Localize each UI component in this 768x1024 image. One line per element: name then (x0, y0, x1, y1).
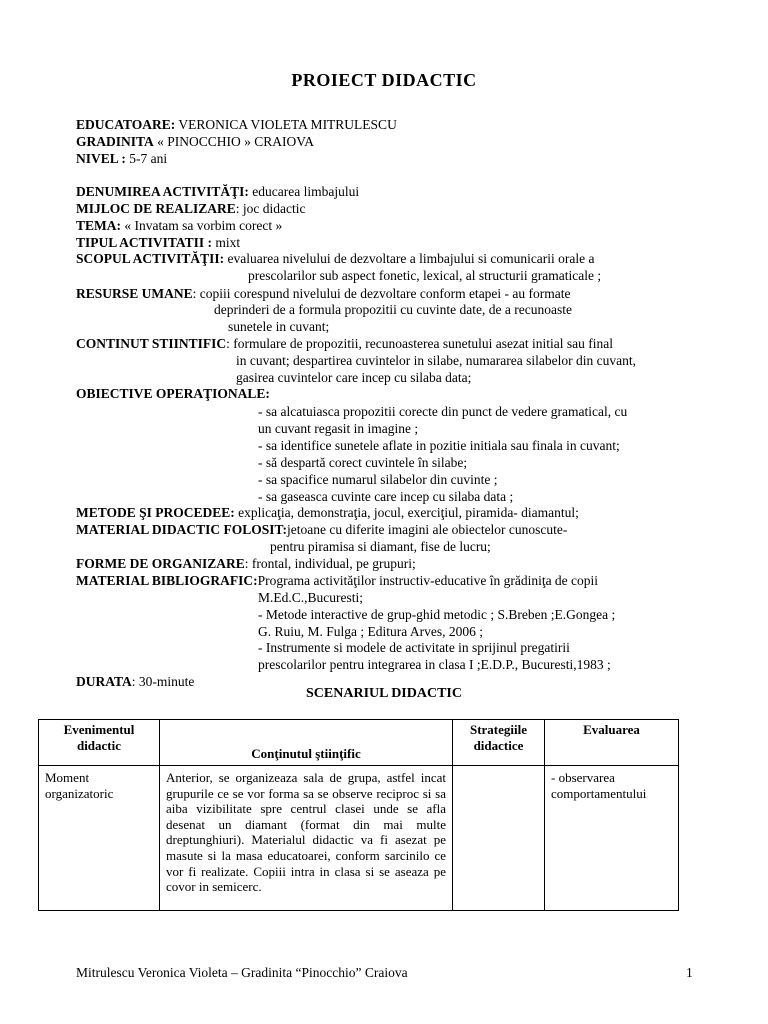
continut-line (76, 336, 613, 352)
table-row (39, 766, 679, 911)
obiective-item: un cuvant regasit in imagine ; (258, 421, 419, 436)
table-header-row (39, 720, 679, 766)
bibliografic-item: G. Ruiu, M. Fulga ; Editura Arves, 2006 ; (258, 624, 483, 639)
page-title: PROIECT DIDACTIC (291, 70, 477, 90)
bibliografic-line (76, 573, 598, 589)
scenario-table (38, 719, 679, 911)
durata-label: DURATA (76, 674, 132, 689)
page-number: 1 (686, 965, 693, 980)
header-evaluation: Evaluarea (545, 720, 679, 766)
tipul-label: TIPUL ACTIVITATII : (76, 235, 213, 250)
obiective-item: - sa spacifice numarul silabelor din cuvinte ; (258, 472, 498, 487)
denumirea-label: DENUMIREA ACTIVITĂŢI: (76, 184, 249, 199)
material-didactic-label: MATERIAL DIDACTIC FOLOSIT: (76, 522, 288, 537)
bibliografic-item: Programa activităţilor instructiv-educative în grădiniţa de copii (257, 573, 599, 588)
tipul-line (76, 235, 240, 251)
forme-line (76, 556, 416, 572)
scopul-line (76, 251, 595, 267)
obiective-item: - sa identifice sunetele aflate in pozitie initiala sau finala in cuvant; (258, 438, 620, 453)
mijloc-line (76, 201, 306, 217)
forme-value: : frontal, individual, pe grupuri; (244, 556, 416, 571)
bibliografic-item: M.Ed.C.,Bucuresti; (258, 590, 363, 605)
material-didactic-value-2: pentru piramisa si diamant, fise de lucru; (270, 539, 491, 554)
obiective-item: - să despartă corect cuvintele în silabe; (258, 455, 468, 470)
scenario-title: SCENARIUL DIDACTIC (306, 686, 462, 701)
continut-value-2: in cuvant; despartirea cuvintelor in silabe, numararea silabelor din cuvant, (236, 353, 636, 368)
bibliografic-item: prescolarilor pentru integrarea in clasa I ;E.D.P., Bucuresti,1983 ; (258, 657, 611, 672)
denumirea-value: educarea limbajului (248, 184, 360, 199)
scopul-value-2: prescolarilor sub aspect fonetic, lexical, al structurii gramaticale ; (248, 268, 602, 283)
cell-strategies (453, 766, 545, 911)
nivel-label: NIVEL : (76, 151, 126, 166)
metode-line (76, 505, 579, 521)
scopul-label: SCOPUL ACTIVITĂŢII: (76, 251, 225, 266)
nivel-value: 5-7 ani (125, 151, 168, 166)
metode-value: explicaţia, demonstraţia, jocul, exerciţiul, piramida- diamantul; (234, 505, 579, 520)
tema-line (76, 218, 282, 234)
cell-event: Moment organizatoric (39, 766, 160, 911)
gradinita-value: « PINOCCHIO » CRAIOVA (153, 134, 315, 149)
continut-value-3: gasirea cuvintelor care incep cu silaba data; (236, 370, 472, 385)
gradinita-line (76, 134, 314, 150)
denumirea-line (76, 184, 359, 200)
nivel-line (76, 151, 167, 167)
footer-text: Mitrulescu Veronica Violeta – Gradinita “Pinocchio” Craiova (76, 965, 408, 980)
header-event: Evenimentul didactic (39, 720, 160, 766)
scopul-value-1: evaluarea nivelului de dezvoltare a limbajului si comunicarii orale a (224, 251, 595, 266)
continut-label: CONTINUT STIINTIFIC (76, 336, 227, 351)
metode-label: METODE ŞI PROCEDEE: (76, 505, 235, 520)
resurse-line (76, 286, 571, 302)
resurse-value-2: deprinderi de a formula propozitii cu cuvinte date, de a recunoaste (214, 302, 572, 317)
resurse-label: RESURSE UMANE (76, 286, 193, 301)
tema-label: TEMA: (76, 218, 121, 233)
forme-label: FORME DE ORGANIZARE (76, 556, 245, 571)
bibliografic-item: - Metode interactive de grup-ghid metodic ; S.Breben ;E.Gongea ; (258, 607, 616, 622)
obiective-item: - sa gaseasca cuvinte care incep cu silaba data ; (258, 489, 514, 504)
material-didactic-value-1: jetoane cu diferite imagini ale obiectelor cunoscute- (287, 522, 568, 537)
header-strategies: Strategiile didactice (453, 720, 545, 766)
obiective-label: OBIECTIVE OPERAŢIONALE: (76, 386, 270, 401)
durata-value: : 30-minute (131, 674, 195, 689)
bibliografic-item: - Instrumente si modele de activitate in sprijinul pregatirii (258, 640, 570, 655)
cell-evaluation: - observarea comportamentului (545, 766, 679, 911)
bibliografic-label: MATERIAL BIBLIOGRAFIC: (76, 573, 258, 588)
continut-value-1: : formulare de propozitii, recunoasterea sunetului asezat initial sau final (226, 336, 614, 351)
educatoare-label: EDUCATOARE: (76, 117, 176, 132)
cell-content: Anterior, se organizeaza sala de grupa, astfel incat grupurile ce se vor forma sa se observe reciproc si sa aiba vizibilitate spre centrul clasei unde se afla desenat un diamant (format din mai multe dreptunghiuri). Materialul didactic va fi asezat pe masute si la masa educatoarei, conform sarcinilo ce vor fi realizate. Copiii intra in clasa si se aseaza pe covor in semicerc. (160, 766, 453, 911)
educatoare-line (76, 117, 397, 133)
material-didactic-line (76, 522, 567, 538)
tipul-value: mixt (212, 235, 241, 250)
tema-value: « Invatam sa vorbim corect » (121, 218, 283, 233)
mijloc-value: : joc didactic (235, 201, 306, 216)
resurse-value-3: sunetele in cuvant; (228, 319, 330, 334)
obiective-item: - sa alcatuiasca propozitii corecte din punct de vedere gramatical, cu (258, 404, 628, 419)
mijloc-label: MIJLOC DE REALIZARE (76, 201, 236, 216)
resurse-value-1: : copiii corespund nivelului de dezvoltare conform etapei - au formate (192, 286, 571, 301)
educatoare-value: VERONICA VIOLETA MITRULESCU (175, 117, 397, 132)
header-content: Conţinutul ştiinţific (160, 720, 453, 766)
gradinita-label: GRADINITA (76, 134, 154, 149)
